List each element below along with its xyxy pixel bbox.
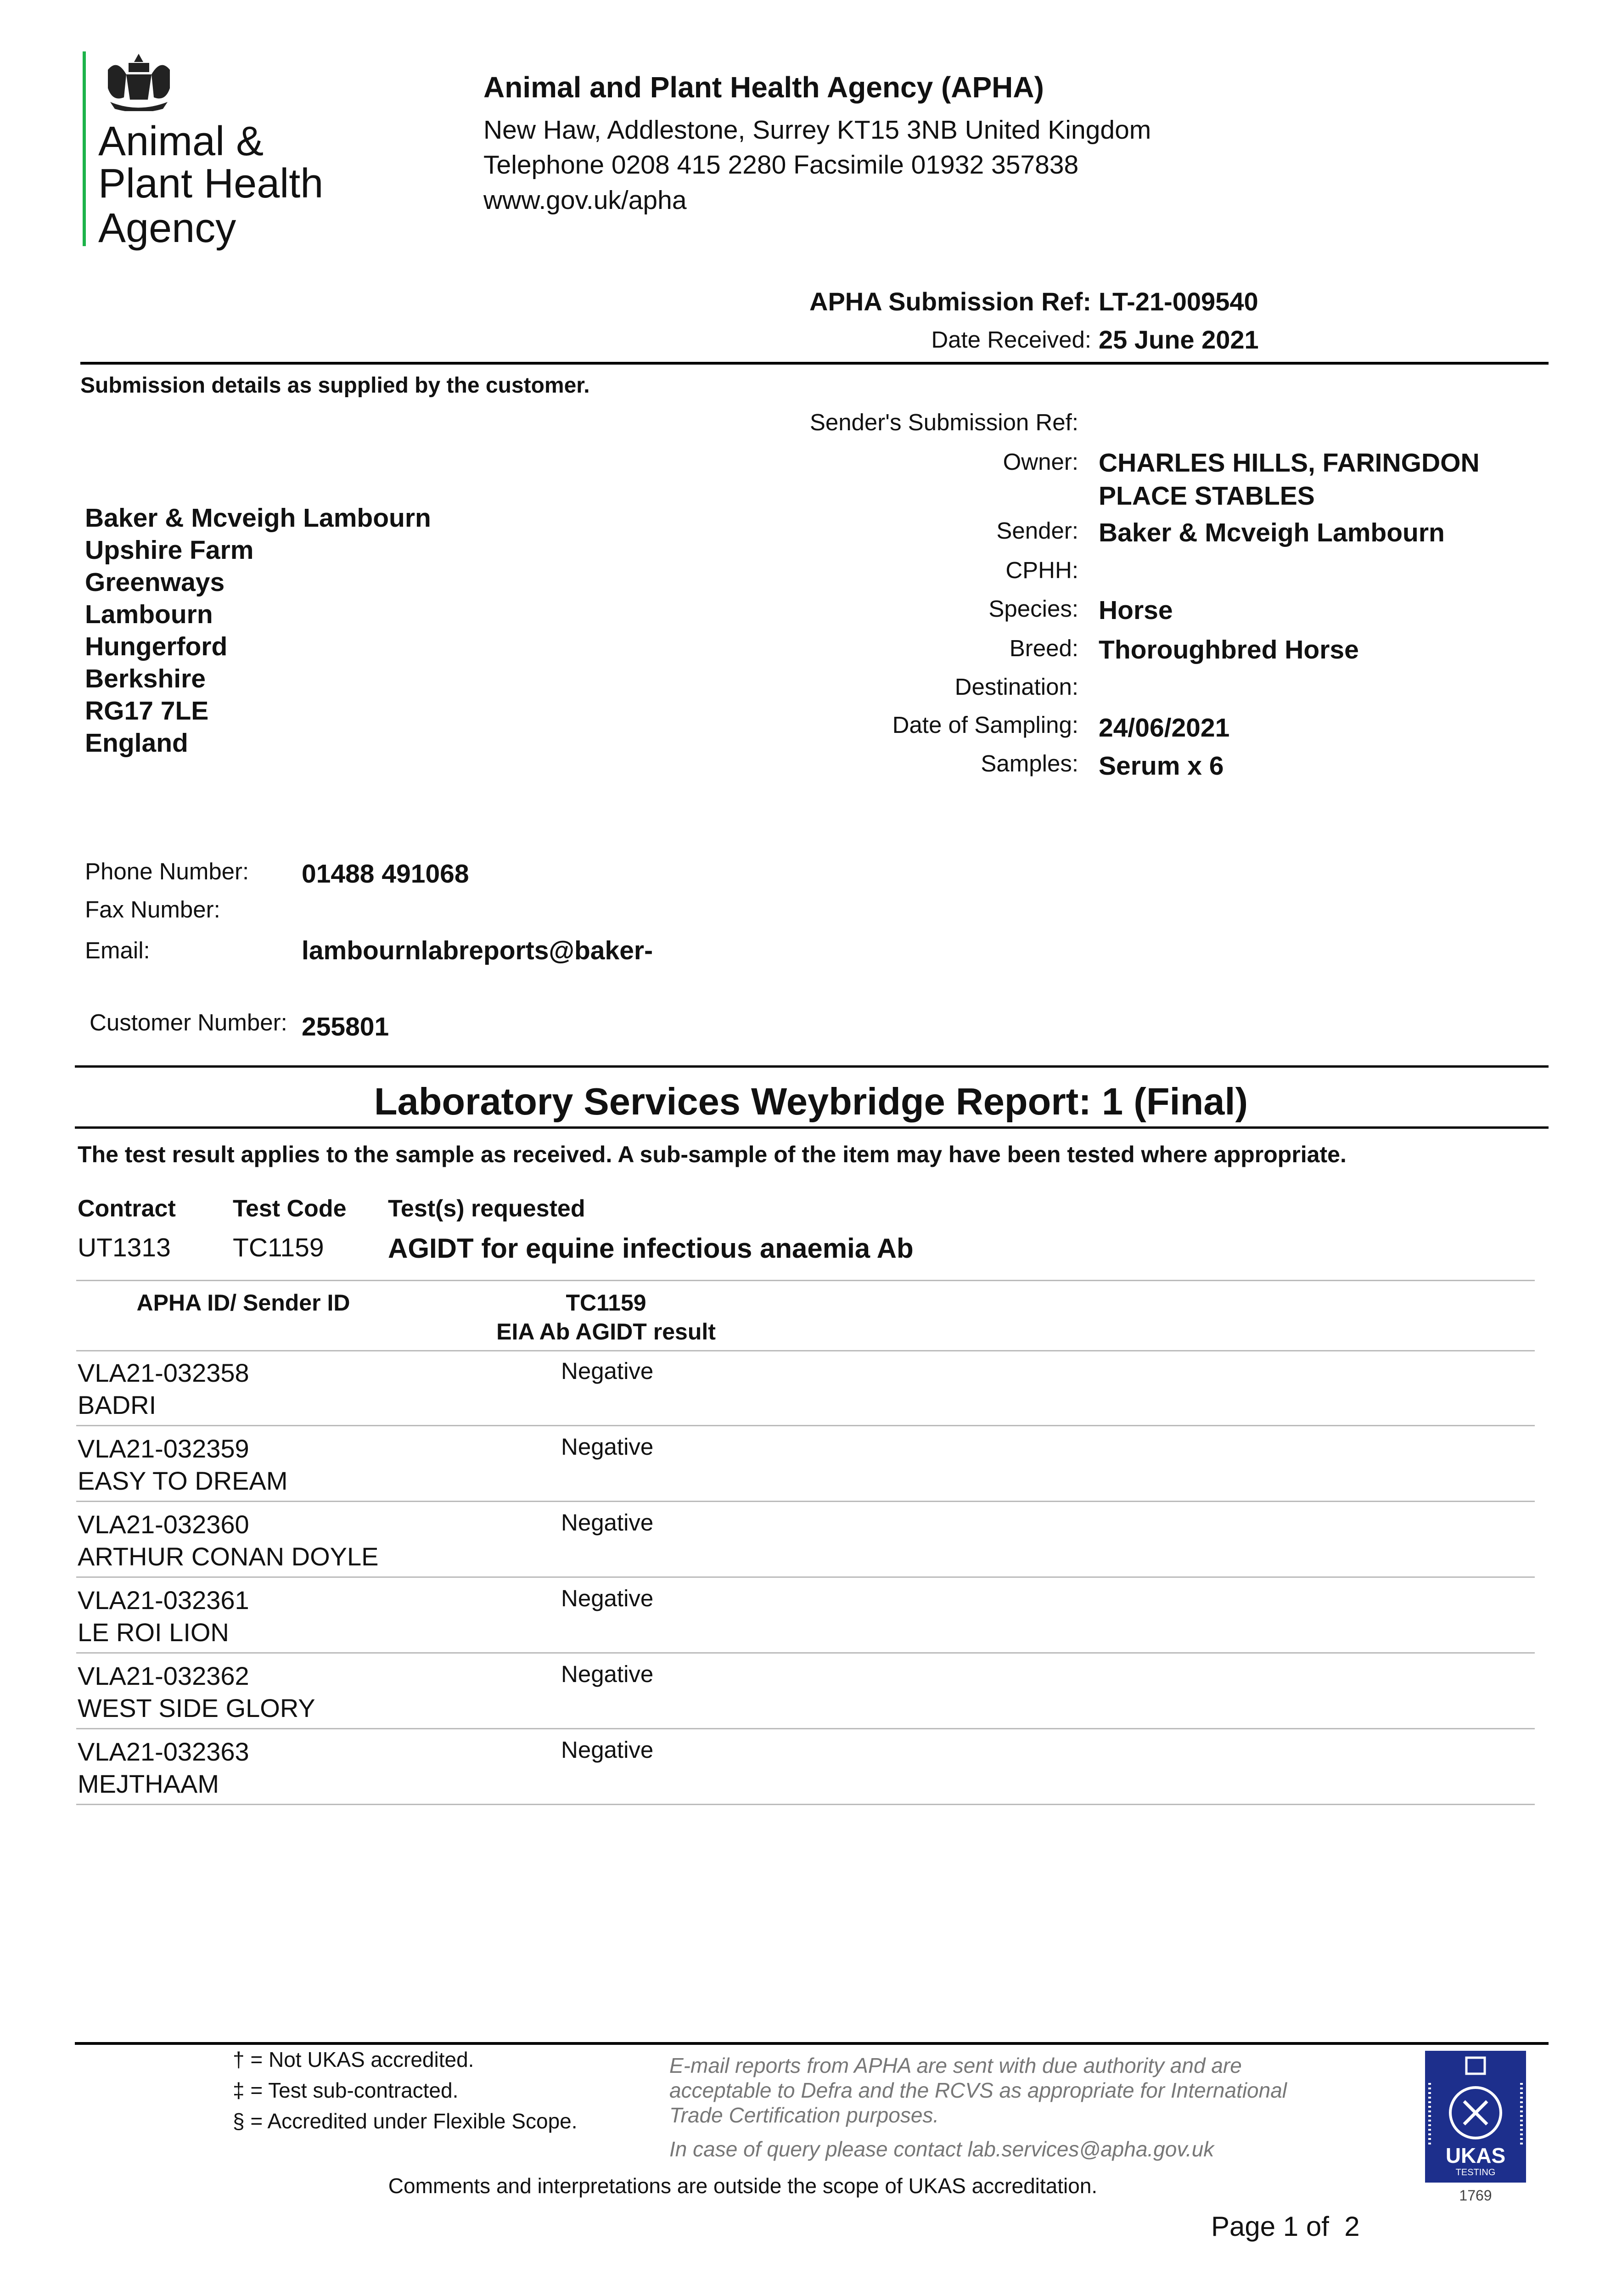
apha-id: VLA21-032360	[78, 1510, 249, 1539]
apha-id: VLA21-032359	[78, 1434, 249, 1463]
email-label: Email:	[85, 937, 150, 963]
logo-green-bar	[83, 51, 86, 246]
destination-label: Destination:	[954, 674, 1078, 700]
samples-label: Samples:	[981, 750, 1078, 777]
email[interactable]: lambournlabreports@baker-	[302, 936, 653, 965]
eia-result: Negative	[561, 1434, 654, 1460]
submission-ref: LT-21-009540	[1099, 287, 1258, 316]
owner-line-1: CHARLES HILLS, FARINGDON	[1099, 448, 1480, 478]
test-code: TC1159	[233, 1233, 324, 1262]
sender: Baker & Mcveigh Lambourn	[1099, 518, 1445, 547]
date-received-label: Date Received:	[931, 326, 1091, 353]
ukas-crown-icon	[1425, 2051, 1526, 2147]
phone-label: Phone Number:	[85, 858, 249, 884]
sender-id: BADRI	[78, 1390, 157, 1419]
address-line: Berkshire	[85, 664, 206, 693]
divider	[76, 1280, 1535, 1281]
sender-id: LE ROI LION	[78, 1618, 229, 1647]
sender-label: Sender:	[996, 518, 1078, 544]
customer-number-label: Customer Number:	[90, 1009, 287, 1035]
col-header-id: APHA ID/ Sender ID	[136, 1290, 350, 1316]
address-line: Greenways	[85, 568, 225, 597]
eia-result: Negative	[561, 1661, 654, 1687]
footnote-subcontracted: ‡ = Test sub-contracted.	[233, 2078, 459, 2102]
agency-address: New Haw, Addlestone, Surrey KT15 3NB United Kingdom	[483, 115, 1151, 145]
divider	[75, 1126, 1549, 1129]
apha-id: VLA21-032362	[78, 1661, 249, 1690]
cphh-label: CPHH:	[1005, 557, 1078, 583]
address-line: England	[85, 728, 188, 758]
query-note: In case of query please contact lab.services@apha.gov.uk	[669, 2137, 1214, 2161]
species-label: Species:	[988, 596, 1078, 622]
address-line: Baker & Mcveigh Lambourn	[85, 503, 431, 533]
row-divider	[76, 1501, 1535, 1502]
owner-label: Owner:	[1003, 449, 1078, 475]
date-received: 25 June 2021	[1099, 325, 1259, 354]
row-divider	[76, 1576, 1535, 1578]
eia-result: Negative	[561, 1585, 654, 1611]
eia-result: Negative	[561, 1737, 654, 1763]
fax-label: Fax Number:	[85, 896, 220, 923]
address-line: Hungerford	[85, 632, 228, 661]
agency-phone-fax: Telephone 0208 415 2280 Facsimile 01932 357838	[483, 150, 1079, 180]
sender-id: ARTHUR CONAN DOYLE	[78, 1542, 379, 1571]
footnote-flexible-scope: § = Accredited under Flexible Scope.	[233, 2109, 578, 2133]
sampling-date-label: Date of Sampling:	[892, 712, 1078, 738]
ukas-sub: TESTING	[1455, 2167, 1496, 2178]
eia-result: Negative	[561, 1509, 654, 1536]
apha-id: VLA21-032358	[78, 1358, 249, 1387]
page-number: Page 1 of 2	[1211, 2211, 1360, 2242]
address-line: Upshire Farm	[85, 535, 254, 565]
col-header-test-name: EIA Ab AGIDT result	[496, 1319, 716, 1345]
ukas-logo	[1425, 2051, 1526, 2183]
species: Horse	[1099, 596, 1173, 625]
test-code-header: Test Code	[233, 1195, 347, 1222]
row-divider	[76, 1425, 1535, 1426]
divider	[75, 2042, 1549, 2045]
email-note-line: E-mail reports from APHA are sent with due authority and are	[669, 2054, 1242, 2077]
sender-id: MEJTHAAM	[78, 1769, 219, 1798]
row-divider	[76, 1652, 1535, 1654]
address-line: RG17 7LE	[85, 696, 209, 726]
ukas-number: 1769	[1459, 2187, 1492, 2204]
divider	[80, 362, 1549, 365]
eia-result: Negative	[561, 1358, 654, 1384]
breed-label: Breed:	[1009, 635, 1078, 661]
footnote-not-accredited: † = Not UKAS accredited.	[233, 2048, 474, 2071]
details-heading: Submission details as supplied by the customer.	[80, 373, 590, 398]
email-note-line: Trade Certification purposes.	[669, 2103, 939, 2127]
logo-line-2: Plant Health	[98, 161, 324, 207]
royal-crest-icon	[101, 51, 177, 111]
row-divider	[76, 1728, 1535, 1729]
customer-address	[85, 502, 431, 759]
tests-requested-header: Test(s) requested	[388, 1195, 585, 1222]
sender-ref-label: Sender's Submission Ref:	[809, 409, 1078, 435]
address-line: Lambourn	[85, 600, 213, 629]
sampling-date: 24/06/2021	[1099, 713, 1230, 743]
divider	[76, 1350, 1535, 1351]
logo-line-3: Agency	[98, 205, 236, 251]
samples: Serum x 6	[1099, 751, 1224, 781]
comments-note: Comments and interpretations are outside the scope of UKAS accreditation.	[388, 2174, 1098, 2198]
sender-id: EASY TO DREAM	[78, 1466, 288, 1495]
apha-id: VLA21-032361	[78, 1586, 249, 1615]
customer-number: 255801	[302, 1012, 389, 1041]
submission-ref-label: APHA Submission Ref:	[809, 287, 1091, 316]
divider	[75, 1065, 1549, 1068]
contract: UT1313	[78, 1233, 171, 1262]
breed: Thoroughbred Horse	[1099, 635, 1359, 664]
agency-name: Animal and Plant Health Agency (APHA)	[483, 71, 1044, 104]
row-divider	[76, 1804, 1535, 1805]
ukas-text: UKAS	[1445, 2144, 1506, 2167]
logo-line-1: Animal &	[98, 118, 264, 164]
owner-line-2: PLACE STABLES	[1099, 481, 1315, 511]
col-header-test-code: TC1159	[566, 1290, 646, 1316]
tests-requested: AGIDT for equine infectious anaemia Ab	[388, 1233, 914, 1264]
sender-id: WEST SIDE GLORY	[78, 1694, 315, 1722]
contract-header: Contract	[78, 1195, 176, 1222]
phone: 01488 491068	[302, 859, 469, 889]
report-title: Laboratory Services Weybridge Report: 1 (Final)	[374, 1080, 1248, 1123]
email-note-line: acceptable to Defra and the RCVS as appropriate for International	[669, 2078, 1287, 2102]
report-disclaimer: The test result applies to the sample as received. A sub-sample of the item may have been tested where appropriate.	[78, 1142, 1347, 1167]
apha-id: VLA21-032363	[78, 1737, 249, 1766]
agency-website[interactable]: www.gov.uk/apha	[483, 186, 687, 215]
